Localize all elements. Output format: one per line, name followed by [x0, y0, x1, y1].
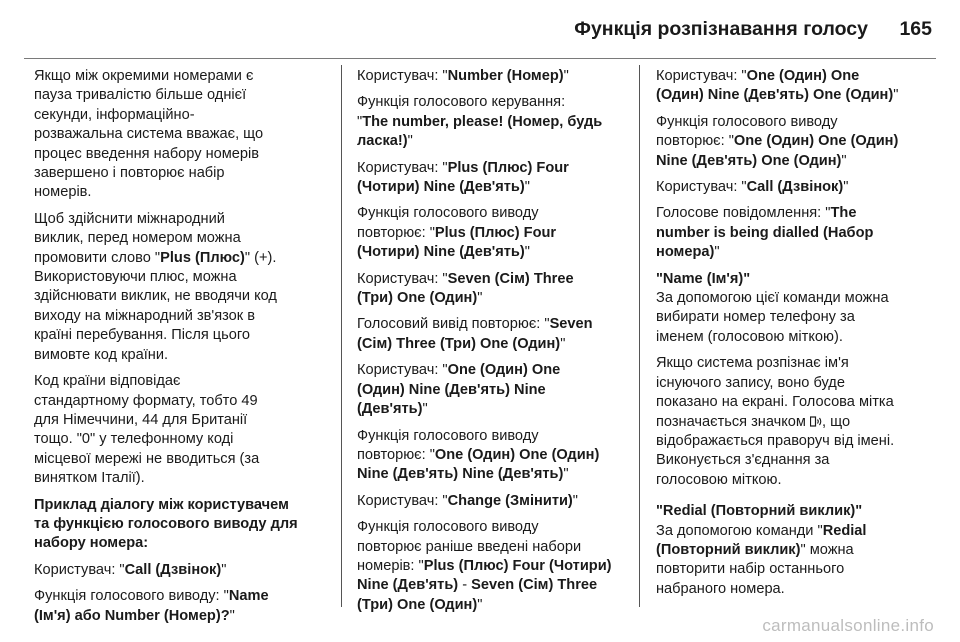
paragraph-country-code: Код країни відповідає стандартному формату, тобто 49 для Німеччини, 44 для Британії тощо. "0" у телефонному коді місцевої мережі не вводиться (за винятком Італії).	[34, 373, 260, 487]
column-2	[357, 67, 637, 622]
dialog-system-2: Функція голосового керування: "The number, please! (Номер, будь ласка!)"	[357, 94, 603, 150]
command-plus: Plus (Плюс)	[160, 249, 245, 266]
dialog-system-7: Функція голосового виводу повторює: "One (Один) One (Один) Nine (Дев'ять) One (Один)"	[656, 113, 899, 169]
dialog-user-8: Користувач: "Call (Дзвінок)"	[656, 179, 849, 196]
name-command-section: "Name (Ім'я)" За допомогою цієї команди можна вибирати номер телефону за іменем (голосовою міткою).	[656, 270, 889, 345]
paragraph-international: Щоб здійснити міжнародний виклик, перед номером можна промовити слово "Plus (Плюс)" (+). Використовуючи плюс, можна здійснювати виклик, не вводячи код виходу на міжнародний зв'язок в країні перебування. Після цього вимовте код країни.	[34, 210, 277, 363]
dialog-user-6: Користувач: "Change (Змінити)"	[357, 492, 578, 509]
example-heading: Приклад діалогу між користувачем та функцією голосового виводу для набору номера:	[34, 496, 298, 552]
dialog-system-6: Функція голосового виводу повторює раніше введені набори номерів: "Plus (Плюс) Four (Чотири) Nine (Дев'ять) - Seven (Сім) Three (Три) One (Один)"	[357, 519, 612, 613]
dialog-system-1: Функція голосового виводу: "Name (Ім'я) або Number (Номер)?"	[34, 588, 269, 624]
dialog-system-4: Голосовий вивід повторює: "Seven (Сім) Three (Три) One (Один)"	[357, 316, 593, 352]
watermark: carmanualsonline.info	[762, 616, 934, 635]
dialog-user-7: Користувач: "One (Один) One (Один) Nine (Дев'ять) One (Один)"	[656, 68, 899, 104]
redial-command-section: "Redial (Повторний виклик)" За допомогою команди "Redial (Повторний виклик)" можна повторити набір останнього набраного номера.	[656, 503, 867, 597]
column-divider-2	[639, 65, 640, 607]
page-number: 165	[899, 18, 932, 40]
column-divider-1	[341, 65, 342, 607]
paragraph-pause: Якщо між окремими номерами є пауза тривалістю більше однієї секунди, інформаційно- розважальна система вважає, що процес введення набору номерів завершено і повторює набір номерів.	[34, 68, 264, 201]
name-command-detail: Якщо система розпізнає ім'я існуючого запису, воно буде показано на екрані. Голосова мітка позначається значком , що відображається праворуч від імені. Виконується з'єднання за голосовою міткою.	[656, 355, 895, 488]
dialog-user-3: Користувач: "Plus (Плюс) Four (Чотири) Nine (Дев'ять)"	[357, 159, 569, 196]
dialog-user-5: Користувач: "One (Один) One (Один) Nine (Дев'ять) Nine (Дев'ять)"	[357, 362, 561, 418]
header-rule	[24, 58, 936, 59]
column-1	[34, 67, 334, 633]
redial-command-heading: "Redial (Повторний виклик)"	[656, 503, 863, 520]
dialog-system-8: Голосове повідомлення: "The number is being dialled (Набор номера)"	[656, 205, 874, 261]
dialog-system-3: Функція голосового виводу повторює: "Plus (Плюс) Four (Чотири) Nine (Дев'ять)"	[357, 205, 557, 261]
column-3	[656, 67, 946, 606]
dialog-system-5: Функція голосового виводу повторює: "One (Один) One (Один) Nine (Дев'ять) Nine (Дев'ять)"	[357, 427, 600, 483]
dialog-user-4: Користувач: "Seven (Сім) Three (Три) One (Один)"	[357, 270, 574, 307]
page-title: Функція розпізнавання голосу	[574, 18, 868, 40]
page-header	[0, 0, 960, 58]
name-command-heading: "Name (Ім'я)"	[656, 270, 751, 287]
dialog-user-2: Користувач: "Number (Номер)"	[357, 68, 569, 84]
voice-tag-icon	[810, 414, 822, 425]
dialog-user-1: Користувач: "Call (Дзвінок)"	[34, 561, 227, 578]
